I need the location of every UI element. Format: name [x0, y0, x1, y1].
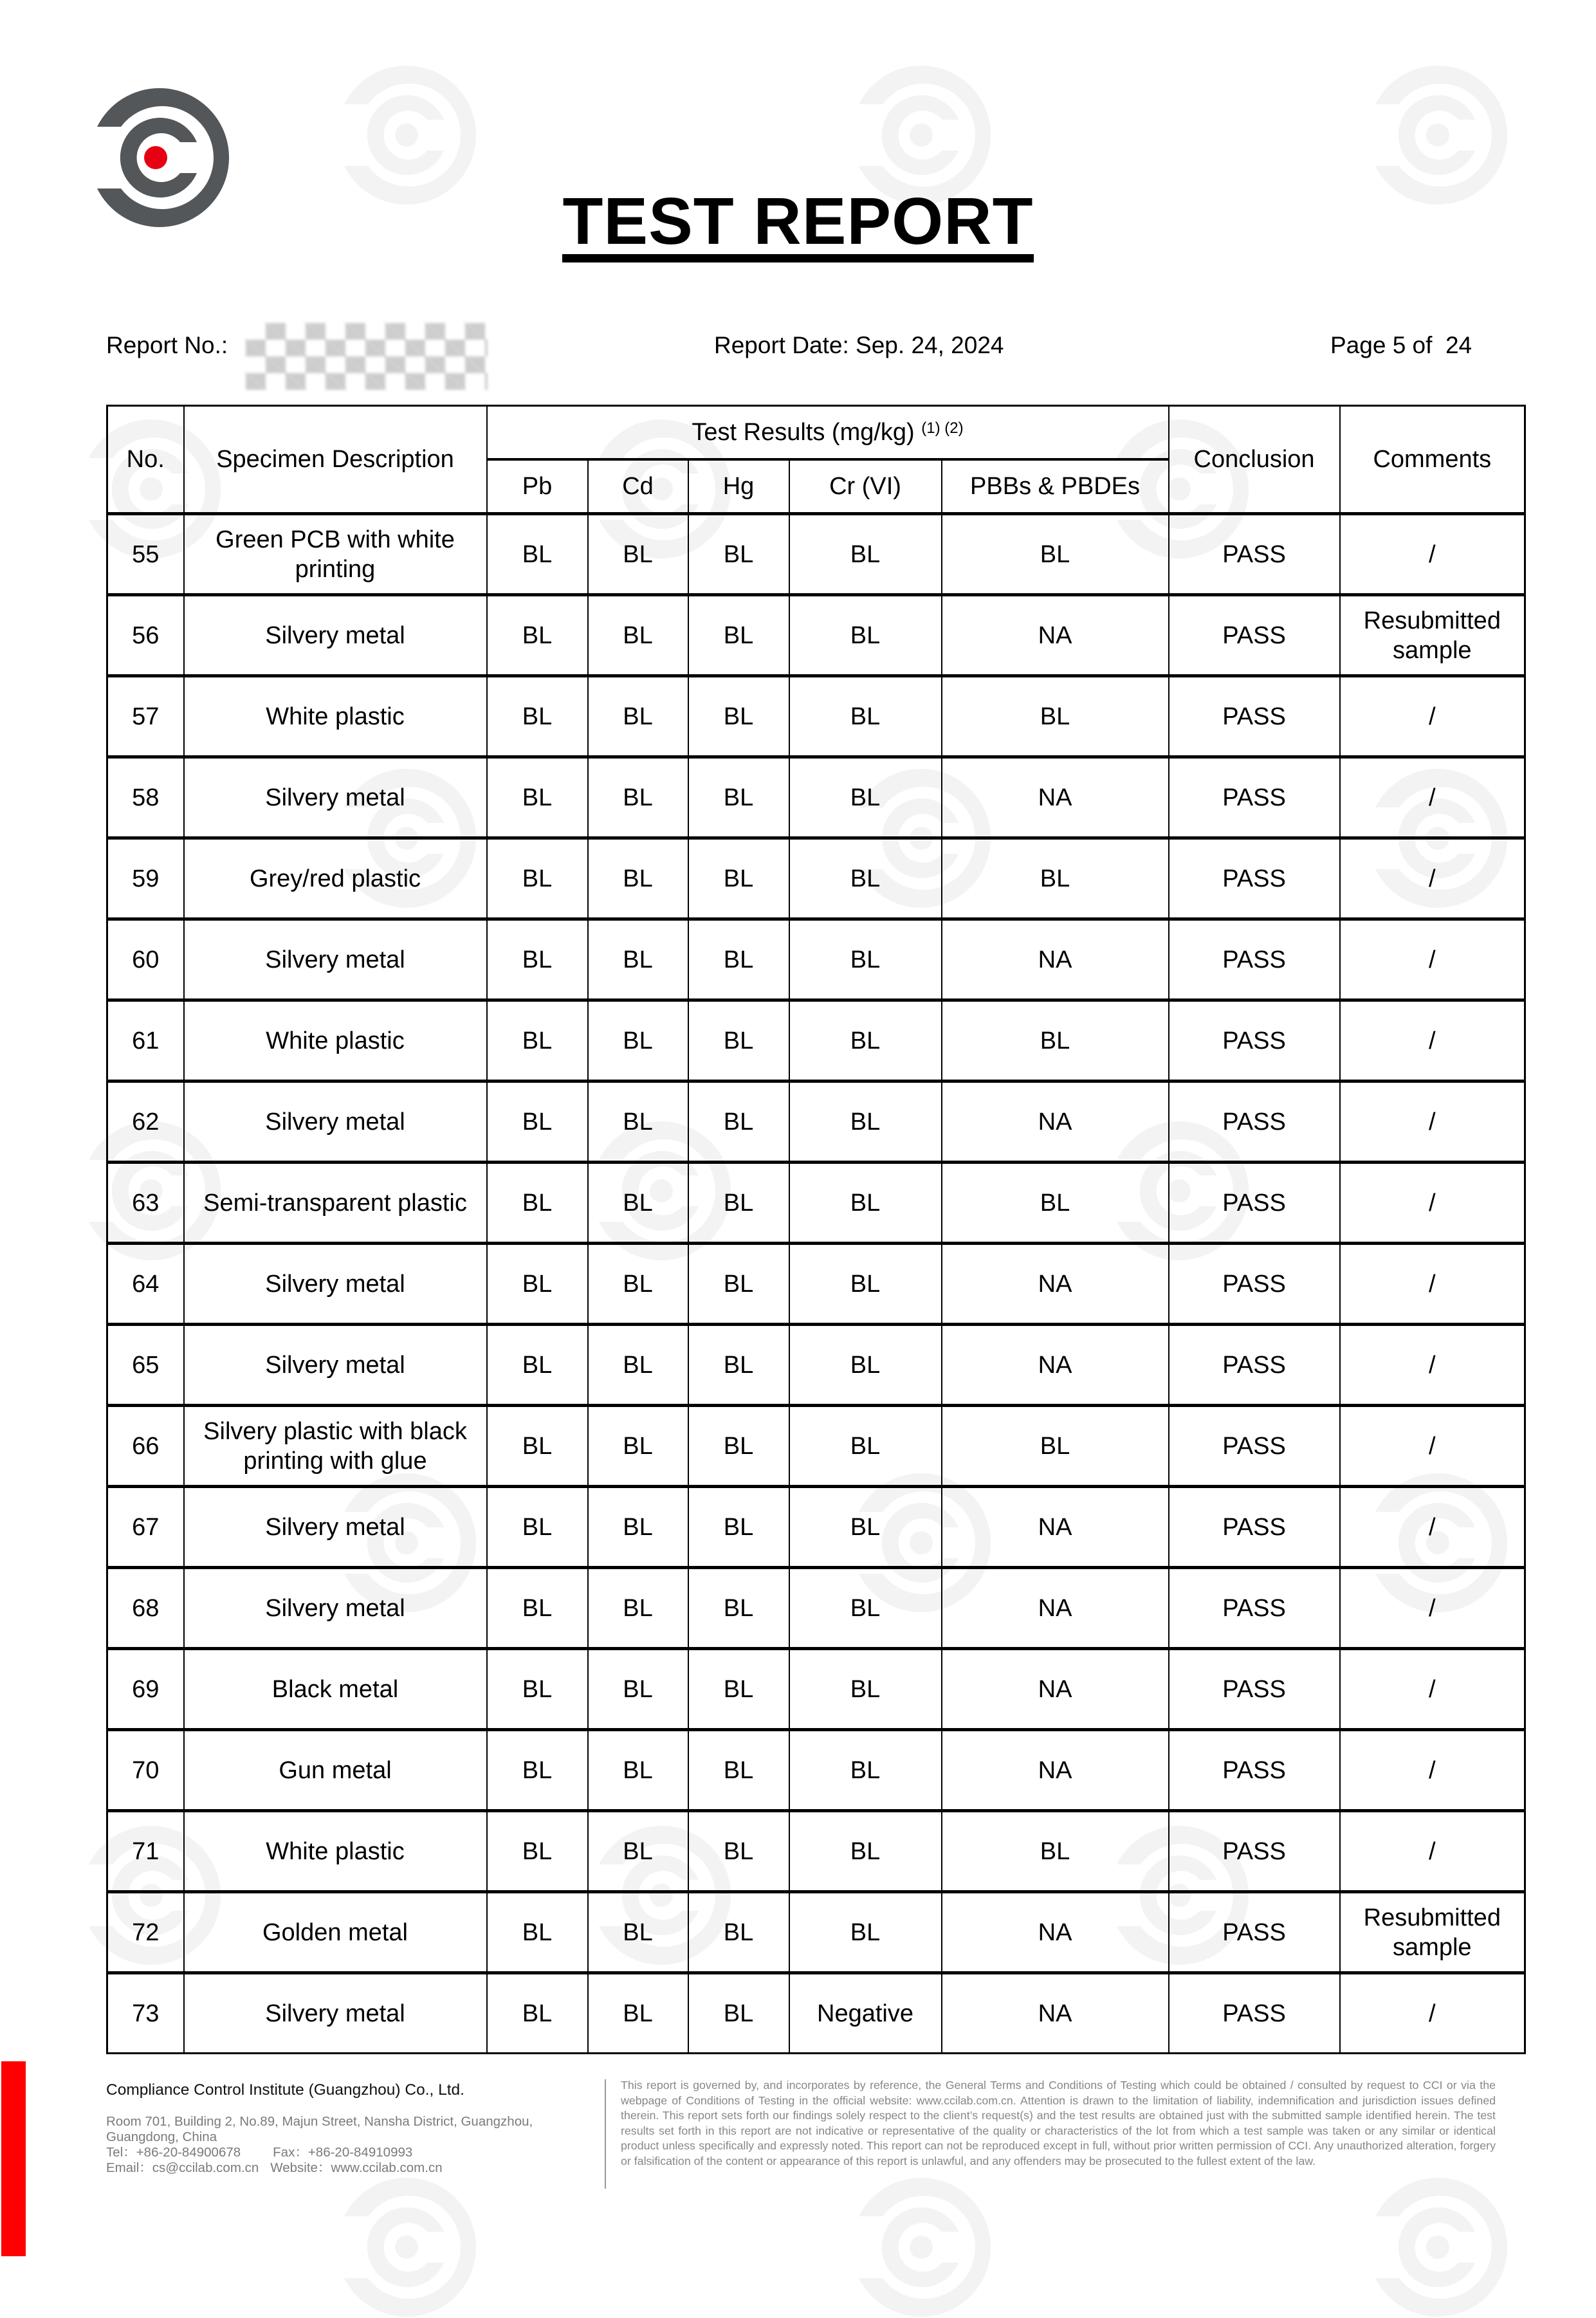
cell-pb: BL: [487, 1892, 588, 1973]
cell-hg: BL: [688, 1811, 789, 1892]
cell-conclusion: PASS: [1169, 1568, 1340, 1649]
cell-cd: BL: [588, 1973, 688, 2054]
cell-pbbs: NA: [942, 1892, 1169, 1973]
tel: Tel：+86-20-84900678: [106, 2145, 241, 2160]
side-accent-bar: [1, 2061, 26, 2256]
cell-cr: BL: [789, 1487, 942, 1568]
cell-no: 72: [107, 1892, 184, 1973]
cell-comments: Resubmitted sample: [1340, 1892, 1525, 1973]
cell-cd: BL: [588, 1081, 688, 1163]
cell-cr: BL: [789, 1000, 942, 1081]
cell-hg: BL: [688, 838, 789, 919]
cell-conclusion: PASS: [1169, 1406, 1340, 1487]
cell-cr: BL: [789, 1811, 942, 1892]
cell-pbbs: NA: [942, 1244, 1169, 1325]
cell-cd: BL: [588, 676, 688, 757]
cell-comments: /: [1340, 1730, 1525, 1811]
watermark-logo-icon: [850, 2176, 992, 2318]
cell-pbbs: NA: [942, 595, 1169, 676]
table-row: [107, 1487, 1525, 1568]
watermark-logo-icon: [1367, 64, 1509, 206]
cell-cd: BL: [588, 1730, 688, 1811]
cell-hg: BL: [688, 676, 789, 757]
table-row: [107, 595, 1525, 676]
cell-no: 62: [107, 1081, 184, 1163]
table-row: [107, 1730, 1525, 1811]
cell-pbbs: NA: [942, 1568, 1169, 1649]
cell-hg: BL: [688, 514, 789, 595]
cell-conclusion: PASS: [1169, 676, 1340, 757]
address-line-1: Room 701, Building 2, No.89, Majun Street, Nansha District, Guangzhou,: [106, 2114, 533, 2129]
cell-pb: BL: [487, 1649, 588, 1730]
cell-hg: BL: [688, 1325, 789, 1406]
email: Email：cs@ccilab.com.cn: [106, 2160, 259, 2175]
cell-pb: BL: [487, 838, 588, 919]
cell-conclusion: PASS: [1169, 838, 1340, 919]
cell-description: Silvery metal: [184, 1568, 487, 1649]
page-title: [0, 184, 1596, 262]
cell-no: 63: [107, 1163, 184, 1244]
cell-cr: BL: [789, 1406, 942, 1487]
cell-cd: BL: [588, 1568, 688, 1649]
cell-comments: /: [1340, 1081, 1525, 1163]
cell-no: 59: [107, 838, 184, 919]
table-row: [107, 1325, 1525, 1406]
table-row: [107, 1081, 1525, 1163]
cell-comments: /: [1340, 676, 1525, 757]
cell-pb: BL: [487, 676, 588, 757]
watermark-logo-icon: [336, 2176, 477, 2318]
table-row: [107, 1811, 1525, 1892]
col-header-cd: Cd: [588, 459, 688, 514]
cell-no: 73: [107, 1973, 184, 2054]
cell-pb: BL: [487, 1244, 588, 1325]
footer-company-info: [106, 2081, 595, 2176]
cell-comments: /: [1340, 838, 1525, 919]
contact-web-line: [106, 2160, 595, 2176]
cell-hg: BL: [688, 1081, 789, 1163]
cell-cr: BL: [789, 838, 942, 919]
cell-no: 69: [107, 1649, 184, 1730]
cell-conclusion: PASS: [1169, 1649, 1340, 1730]
footnote-refs: (1) (2): [921, 419, 964, 437]
cell-description: Silvery metal: [184, 1244, 487, 1325]
cell-cr: BL: [789, 1892, 942, 1973]
cell-cr: BL: [789, 1325, 942, 1406]
cell-hg: BL: [688, 1730, 789, 1811]
col-header-description: Specimen Description: [184, 406, 487, 514]
cell-pbbs: NA: [942, 1487, 1169, 1568]
test-results-table: [106, 405, 1526, 2054]
table-row: [107, 1244, 1525, 1325]
cell-comments: /: [1340, 1000, 1525, 1081]
table-row: [107, 1973, 1525, 2054]
cell-cd: BL: [588, 1163, 688, 1244]
cell-conclusion: PASS: [1169, 757, 1340, 838]
cell-hg: BL: [688, 1000, 789, 1081]
cell-hg: BL: [688, 1568, 789, 1649]
cell-cd: BL: [588, 1325, 688, 1406]
cell-conclusion: PASS: [1169, 1730, 1340, 1811]
cell-cr: BL: [789, 595, 942, 676]
watermark-logo-icon: [336, 64, 477, 206]
cell-comments: /: [1340, 919, 1525, 1000]
cell-cr: BL: [789, 1568, 942, 1649]
cell-pbbs: NA: [942, 1649, 1169, 1730]
cell-no: 56: [107, 595, 184, 676]
cell-cd: BL: [588, 838, 688, 919]
cell-description: White plastic: [184, 1811, 487, 1892]
cell-conclusion: PASS: [1169, 919, 1340, 1000]
table-row: [107, 514, 1525, 595]
table-row: [107, 1649, 1525, 1730]
cell-cr: BL: [789, 676, 942, 757]
table-row: [107, 1406, 1525, 1487]
cell-cr: Negative: [789, 1973, 942, 2054]
cell-pb: BL: [487, 1568, 588, 1649]
page-number: Page 5 of 24: [1330, 332, 1472, 358]
cell-pbbs: NA: [942, 1973, 1169, 2054]
contact-phone-line: [106, 2145, 595, 2160]
cell-no: 71: [107, 1811, 184, 1892]
report-no: [106, 330, 228, 361]
cell-cr: BL: [789, 919, 942, 1000]
col-header-cr: Cr (VI): [789, 459, 942, 514]
cell-no: 60: [107, 919, 184, 1000]
cell-cd: BL: [588, 1406, 688, 1487]
cell-comments: /: [1340, 1244, 1525, 1325]
report-no-label: Report No.:: [106, 332, 228, 358]
cell-cr: BL: [789, 757, 942, 838]
cell-description: Silvery metal: [184, 919, 487, 1000]
cell-pb: BL: [487, 1325, 588, 1406]
cell-conclusion: PASS: [1169, 1973, 1340, 2054]
website: Website：www.ccilab.com.cn: [270, 2160, 443, 2175]
col-header-no: No.: [107, 406, 184, 514]
footer-divider: [605, 2079, 606, 2189]
cell-hg: BL: [688, 1973, 789, 2054]
cell-description: Silvery plastic with black printing with glue: [184, 1406, 487, 1487]
cell-description: Semi-transparent plastic: [184, 1163, 487, 1244]
cell-no: 61: [107, 1000, 184, 1081]
cell-conclusion: PASS: [1169, 514, 1340, 595]
table-row: [107, 838, 1525, 919]
company-address: [106, 2114, 595, 2176]
cell-comments: Resubmitted sample: [1340, 595, 1525, 676]
cell-cd: BL: [588, 1000, 688, 1081]
cell-hg: BL: [688, 595, 789, 676]
cell-no: 58: [107, 757, 184, 838]
cell-cr: BL: [789, 1730, 942, 1811]
col-header-comments: Comments: [1340, 406, 1525, 514]
cell-no: 68: [107, 1568, 184, 1649]
cell-pb: BL: [487, 1730, 588, 1811]
cell-pbbs: BL: [942, 838, 1169, 919]
cell-cd: BL: [588, 1649, 688, 1730]
cell-description: Grey/red plastic: [184, 838, 487, 919]
cell-cd: BL: [588, 514, 688, 595]
cell-hg: BL: [688, 1892, 789, 1973]
table-row: [107, 1000, 1525, 1081]
cell-comments: /: [1340, 514, 1525, 595]
cell-hg: BL: [688, 919, 789, 1000]
watermark-logo-icon: [1367, 2176, 1509, 2318]
cell-description: Black metal: [184, 1649, 487, 1730]
cell-conclusion: PASS: [1169, 1811, 1340, 1892]
cell-cd: BL: [588, 757, 688, 838]
cell-conclusion: PASS: [1169, 595, 1340, 676]
cell-description: White plastic: [184, 1000, 487, 1081]
cell-cd: BL: [588, 1487, 688, 1568]
table-row: [107, 1163, 1525, 1244]
cell-cr: BL: [789, 1244, 942, 1325]
cell-description: Green PCB with white printing: [184, 514, 487, 595]
cell-hg: BL: [688, 1406, 789, 1487]
cell-pb: BL: [487, 1406, 588, 1487]
cell-comments: /: [1340, 757, 1525, 838]
cell-pbbs: BL: [942, 514, 1169, 595]
col-header-hg: Hg: [688, 459, 789, 514]
cell-comments: /: [1340, 1487, 1525, 1568]
cell-description: Silvery metal: [184, 1487, 487, 1568]
cell-pbbs: BL: [942, 1811, 1169, 1892]
cell-conclusion: PASS: [1169, 1325, 1340, 1406]
col-header-test-results: [487, 406, 1169, 460]
cell-pbbs: BL: [942, 676, 1169, 757]
cell-conclusion: PASS: [1169, 1163, 1340, 1244]
cell-hg: BL: [688, 1163, 789, 1244]
test-results-label: Test Results (mg/kg): [692, 419, 915, 446]
cell-comments: /: [1340, 1568, 1525, 1649]
table-row: [107, 676, 1525, 757]
cell-cd: BL: [588, 919, 688, 1000]
cell-description: Silvery metal: [184, 1325, 487, 1406]
title-text: TEST REPORT: [562, 188, 1033, 262]
cell-cd: BL: [588, 1244, 688, 1325]
cell-conclusion: PASS: [1169, 1081, 1340, 1163]
cell-description: Silvery metal: [184, 595, 487, 676]
col-header-conclusion: Conclusion: [1169, 406, 1340, 514]
cell-conclusion: PASS: [1169, 1487, 1340, 1568]
table-row: [107, 1892, 1525, 1973]
cell-comments: /: [1340, 1649, 1525, 1730]
cell-cr: BL: [789, 514, 942, 595]
cell-conclusion: PASS: [1169, 1244, 1340, 1325]
cell-no: 70: [107, 1730, 184, 1811]
cell-pb: BL: [487, 1000, 588, 1081]
cell-no: 67: [107, 1487, 184, 1568]
table-row: [107, 919, 1525, 1000]
cell-cd: BL: [588, 595, 688, 676]
table-row: [107, 757, 1525, 838]
report-date: Report Date: Sep. 24, 2024: [714, 332, 1004, 358]
cell-description: Silvery metal: [184, 1973, 487, 2054]
cell-pbbs: NA: [942, 1730, 1169, 1811]
cell-comments: /: [1340, 1973, 1525, 2054]
table-row: [107, 1568, 1525, 1649]
cell-description: White plastic: [184, 676, 487, 757]
cell-hg: BL: [688, 1487, 789, 1568]
report-no-redaction: [246, 323, 488, 390]
cell-pbbs: NA: [942, 1081, 1169, 1163]
cell-pb: BL: [487, 1487, 588, 1568]
cell-pbbs: NA: [942, 757, 1169, 838]
cell-no: 55: [107, 514, 184, 595]
cell-description: Golden metal: [184, 1892, 487, 1973]
cell-pbbs: BL: [942, 1406, 1169, 1487]
cell-comments: /: [1340, 1406, 1525, 1487]
col-header-pb: Pb: [487, 459, 588, 514]
cell-no: 57: [107, 676, 184, 757]
cell-conclusion: PASS: [1169, 1000, 1340, 1081]
fax: Fax：+86-20-84910993: [273, 2145, 413, 2160]
footer-disclaimer: This report is governed by, and incorporates by reference, the General Terms and Conditions of Testing which could be obtained / consulted by request to CCI or via the webpage of Conditions of Testing in the official website: www.ccilab.com.cn. Attention is drawn to the limitation of liability, indemnification and jurisdiction issues defined therein. This report sets forth our findings solely respect to the client’s request(s) and the test results are obtained just with the submitted sample identified herein. The test results set forth in this report are not indicative or representative of the quality or characteristics of the lot from which a test sample was taken or any similar or identical product unless specifically and expressly noted. This report can not be reproduced except in full, without prior written permission of CCI. Any unauthorized alteration, forgery or falsification of the content or appearance of this report is unlawful, and any offenders may be prosecuted to the fullest extent of the law.: [621, 2079, 1496, 2167]
cell-cd: BL: [588, 1892, 688, 1973]
cell-description: Silvery metal: [184, 757, 487, 838]
col-header-pbbs: PBBs & PBDEs: [942, 459, 1169, 514]
cell-no: 64: [107, 1244, 184, 1325]
company-name: Compliance Control Institute (Guangzhou) Co., Ltd.: [106, 2081, 464, 2099]
cell-comments: /: [1340, 1325, 1525, 1406]
cell-comments: /: [1340, 1811, 1525, 1892]
cell-no: 65: [107, 1325, 184, 1406]
cell-hg: BL: [688, 1244, 789, 1325]
cell-cr: BL: [789, 1649, 942, 1730]
cell-pb: BL: [487, 1811, 588, 1892]
cell-pbbs: BL: [942, 1000, 1169, 1081]
cell-pb: BL: [487, 1163, 588, 1244]
cell-pb: BL: [487, 595, 588, 676]
cell-hg: BL: [688, 757, 789, 838]
cell-cr: BL: [789, 1081, 942, 1163]
cell-pbbs: NA: [942, 1325, 1169, 1406]
cell-hg: BL: [688, 1649, 789, 1730]
cell-pb: BL: [487, 919, 588, 1000]
cell-pb: BL: [487, 514, 588, 595]
cell-pb: BL: [487, 1973, 588, 2054]
cell-pb: BL: [487, 757, 588, 838]
cell-conclusion: PASS: [1169, 1892, 1340, 1973]
cell-pbbs: BL: [942, 1163, 1169, 1244]
cell-cd: BL: [588, 1811, 688, 1892]
cell-comments: /: [1340, 1163, 1525, 1244]
cell-description: Silvery metal: [184, 1081, 487, 1163]
cell-pbbs: NA: [942, 919, 1169, 1000]
cell-description: Gun metal: [184, 1730, 487, 1811]
cell-cr: BL: [789, 1163, 942, 1244]
cell-pb: BL: [487, 1081, 588, 1163]
address-line-2: Guangdong, China: [106, 2129, 217, 2144]
cell-no: 66: [107, 1406, 184, 1487]
